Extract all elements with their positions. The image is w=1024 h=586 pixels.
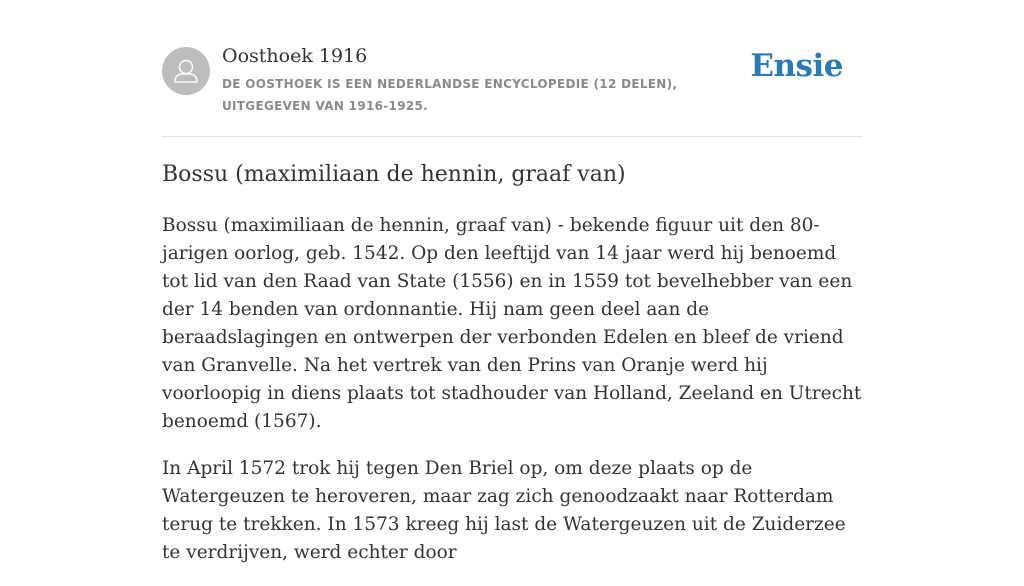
source-description: DE OOSTHOEK IS EEN NEDERLANDSE ENCYCLOPEDIE (12 DELEN), UITGEGEVEN VAN 1916-1925. [222,77,678,113]
article-body [162,212,862,586]
article-paragraph: In April 1572 trok hij tegen Den Briel op, om deze plaats op de Watergeuzen te heroveren, maar zag zich genoodzaakt naar Rotterdam terug te trekken. In 1573 kreeg hij last de Watergeuzen uit de Zuiderzee te verdrijven, werd echter door [162,458,846,563]
source-header [162,44,862,137]
article-paragraph: Bossu (maximiliaan de hennin, graaf van) - bekende figuur uit den 80-jarigen oorlog, geb. 1542. Op den leeftijd van 14 jaar werd hij benoemd tot lid van den Raad van State (1556) en in 1559 tot bevelhebber van een der 14 benden van ordonnantie. Hij nam geen deel aan de beraadslagingen en ontwerpen der verbonden Edelen en bleef de vriend van Granvelle. Na het vertrek van den Prins van Oranje werd hij voorloopig in diens plaats tot stadhouder van Holland, Zeeland en Utrecht benoemd (1567). [162,215,862,432]
source-name[interactable]: Oosthoek 1916 [222,45,368,67]
ensie-logo[interactable]: Ensie [750,48,843,84]
user-avatar-icon[interactable] [162,47,210,95]
article-title: Bossu (maximiliaan de hennin, graaf van) [162,162,626,187]
